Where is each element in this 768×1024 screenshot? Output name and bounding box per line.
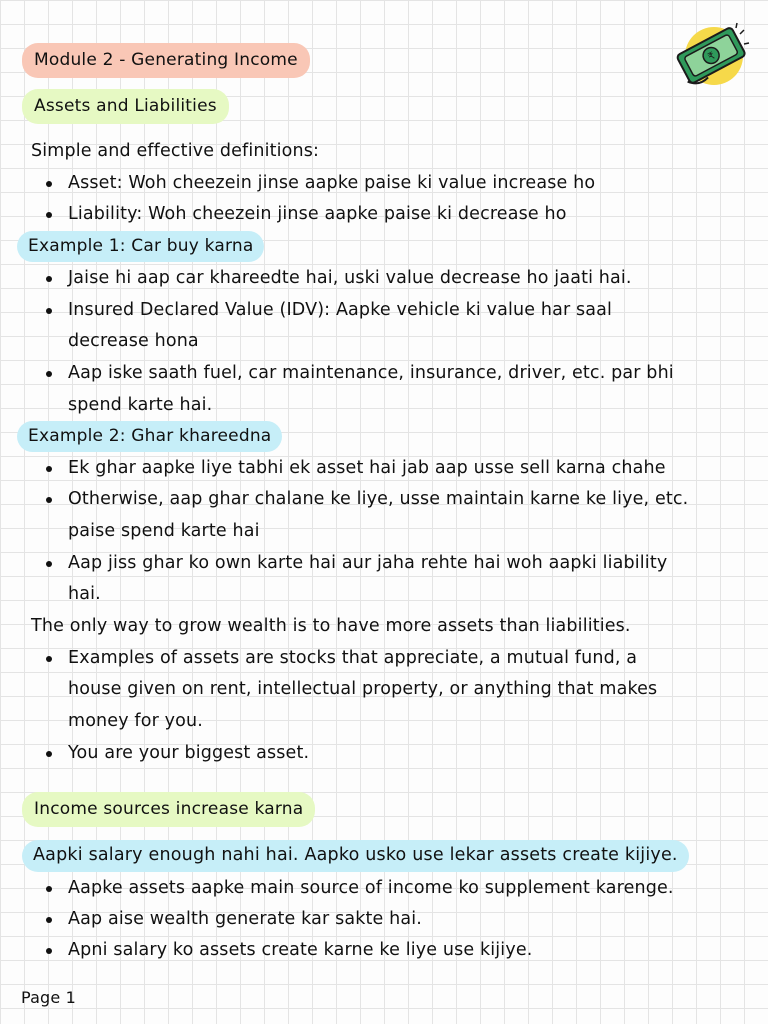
example-2-line: Aap jiss ghar ko own karte hai aur jaha rehte hai woh aapki liability [68,553,668,573]
bullet-dot [46,656,52,662]
module-title: Module 2 - Generating Income [22,43,310,78]
wealth-statement: The only way to grow wealth is to have more assets than liabilities. [31,616,631,636]
wealth-line: house given on rent, intellectual property, or anything that makes [68,679,658,699]
income-bullet: Aapke assets aapke main source of income ko supplement karenge. [68,878,674,898]
wealth-line: money for you. [68,711,203,731]
definitions-intro: Simple and effective definitions: [31,141,320,161]
example-1-line: decrease hona [68,331,199,351]
example-2-line: hai. [68,584,101,604]
example-1-line: Insured Declared Value (IDV): Aapke vehicle ki value har saal [68,300,613,320]
bullet-dot [46,276,52,282]
example-2-title: Example 2: Ghar khareedna [17,421,282,452]
wealth-line: Examples of assets are stocks that appreciate, a mutual fund, a [68,648,638,668]
bullet-dot [46,886,52,892]
money-bill-icon [674,22,750,88]
example-2-line: Otherwise, aap ghar chalane ke liye, usse maintain karne ke liye, etc. [68,489,689,509]
example-2-line: Ek ghar aapke liye tabhi ek asset hai jab aap usse sell karna chahe [68,458,666,478]
example-1-line: Aap iske saath fuel, car maintenance, insurance, driver, etc. par bhi [68,363,674,383]
bullet-dot [46,751,52,757]
definition-asset: Asset: Woh cheezein jinse aapke paise ki value increase ho [68,173,596,193]
bullet-dot [46,497,52,503]
bullet-dot [46,917,52,923]
bullet-dot [46,466,52,472]
svg-text:₹: ₹ [706,50,718,64]
bullet-dot [46,181,52,187]
wealth-line: You are your biggest asset. [68,743,310,763]
income-highlight: Aapki salary enough nahi hai. Aapko usko use lekar assets create kijiye. [22,840,689,872]
example-1-line: spend karte hai. [68,395,213,415]
bullet-dot [46,948,52,954]
page-number: Page 1 [21,988,76,1007]
definition-liability: Liability: Woh cheezein jinse aapke paise ki decrease ho [68,204,567,224]
bullet-dot [46,212,52,218]
income-bullet: Aap aise wealth generate kar sakte hai. [68,909,422,929]
example-1-line: Jaise hi aap car khareedte hai, uski value decrease ho jaati hai. [68,268,632,288]
bullet-dot [46,371,52,377]
example-2-line: paise spend karte hai [68,521,260,541]
bullet-dot [46,308,52,314]
bullet-dot [46,561,52,567]
example-1-title: Example 1: Car buy karna [17,231,264,262]
section-title-assets: Assets and Liabilities [22,89,229,124]
section-title-income: Income sources increase karna [22,792,315,827]
income-bullet: Apni salary ko assets create karne ke liye use kijiye. [68,940,533,960]
